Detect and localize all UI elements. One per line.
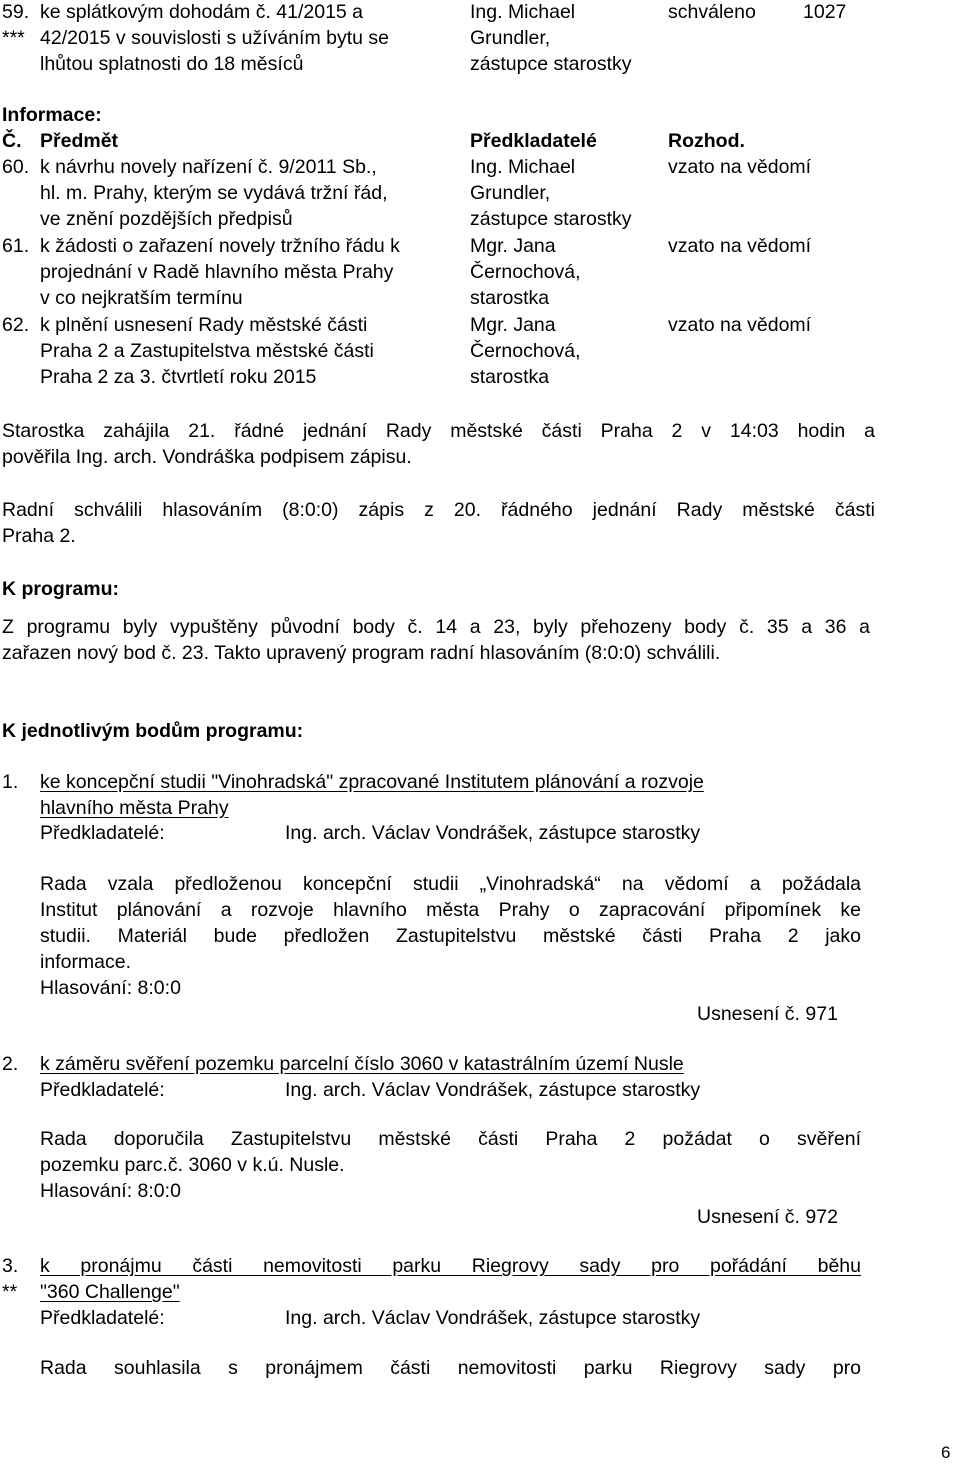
table-row-submitter: Černochová,: [470, 340, 581, 362]
table-row-subject: k plnění usnesení Rady městské části: [40, 314, 368, 336]
item-text-line: Rada vzala předloženou koncepční studii „Vinohradská“ na vědomí a požádala: [40, 873, 861, 895]
vote-result: Hlasování: 8:0:0: [40, 1180, 181, 1202]
table-row-subject: projednání v Radě hlavního města Prahy: [40, 261, 394, 283]
col-header-submitter: Předkladatelé: [470, 130, 597, 152]
table-row-subject: Praha 2 a Zastupitelstva městské části: [40, 340, 374, 362]
item-number: 59.: [2, 1, 30, 23]
item-text-line: Rada doporučila Zastupitelstvu městské části Praha 2 požádat o svěření: [40, 1128, 861, 1150]
agenda-item-number: 3.: [2, 1255, 19, 1277]
table-row-submitter: starostka: [470, 366, 550, 388]
item-text-line: Institut plánování a rozvoje hlavního města Prahy o zapracování připomínek ke: [40, 899, 861, 921]
table-row-subject: hl. m. Prahy, kterým se vydává tržní řád,: [40, 182, 388, 204]
priority-stars: ***: [2, 27, 25, 49]
table-row-submitter: starostka: [470, 287, 550, 309]
table-row-decision: vzato na vědomí: [668, 314, 812, 336]
item-text-line: pozemku parc.č. 3060 v k.ú. Nusle.: [40, 1154, 345, 1176]
table-row-submitter: Grundler,: [470, 182, 551, 204]
resolution-number: Usnesení č. 971: [697, 1003, 838, 1025]
agenda-item-number: 2.: [2, 1053, 19, 1075]
item-submitter-line: Ing. Michael: [470, 1, 576, 23]
info-heading: Informace:: [2, 104, 102, 126]
item-resolution-number: 1027: [803, 1, 847, 23]
table-row-decision: vzato na vědomí: [668, 235, 812, 257]
paragraph-line: Radní schválili hlasováním (8:0:0) zápis z 20. řádného jednání Rady městské části: [2, 499, 875, 521]
table-row-submitter: Černochová,: [470, 261, 581, 283]
paragraph-line: pověřila Ing. arch. Vondráška podpisem zápisu.: [2, 446, 412, 468]
paragraph-line: Z programu byly vypuštěny původní body č. 14 a 23, byly přehozeny body č. 35 a 36 a: [2, 616, 870, 638]
item-submitter-line: zástupce starostky: [470, 53, 632, 75]
item-text-line: informace.: [40, 951, 132, 973]
agenda-item-title: k záměru svěření pozemku parcelní číslo 3060 v katastrálním území Nusle: [40, 1053, 684, 1075]
program-heading: K programu:: [2, 578, 119, 600]
submitter-label: Předkladatelé:: [40, 1079, 165, 1101]
table-row-number: 60.: [2, 156, 30, 178]
agenda-item-title: k pronájmu části nemovitosti parku Riegrovy sady pro pořádání běhu: [40, 1255, 861, 1277]
table-row-subject: k návrhu novely nařízení č. 9/2011 Sb.,: [40, 156, 377, 178]
table-row-number: 62.: [2, 314, 30, 336]
item-text-line: studii. Materiál bude předložen Zastupitelstvu městské části Praha 2 jako: [40, 925, 861, 947]
submitter-name: Ing. arch. Václav Vondrášek, zástupce starostky: [285, 822, 701, 844]
table-row-subject: v co nejkratším termínu: [40, 287, 243, 309]
submitter-label: Předkladatelé:: [40, 1307, 165, 1329]
item-decision: schváleno: [668, 1, 756, 23]
table-row-decision: vzato na vědomí: [668, 156, 812, 178]
col-header-decision: Rozhod.: [668, 130, 745, 152]
item-subject-line: lhůtou splatnosti do 18 měsíců: [40, 53, 304, 75]
col-header-number: Č.: [2, 130, 22, 152]
points-heading: K jednotlivým bodům programu:: [2, 720, 304, 742]
table-row-submitter: zástupce starostky: [470, 208, 632, 230]
table-row-subject: k žádosti o zařazení novely tržního řádu k: [40, 235, 400, 257]
submitter-name: Ing. arch. Václav Vondrášek, zástupce starostky: [285, 1079, 701, 1101]
item-text-line: Rada souhlasila s pronájmem části nemovitosti parku Riegrovy sady pro: [40, 1357, 861, 1379]
submitter-name: Ing. arch. Václav Vondrášek, zástupce starostky: [285, 1307, 701, 1329]
item-subject-line: ke splátkovým dohodám č. 41/2015 a: [40, 1, 364, 23]
table-row-submitter: Ing. Michael: [470, 156, 576, 178]
table-row-submitter: Mgr. Jana: [470, 235, 556, 257]
table-row-subject: ve znění pozdějších předpisů: [40, 208, 293, 230]
vote-result: Hlasování: 8:0:0: [40, 977, 181, 999]
table-row-submitter: Mgr. Jana: [470, 314, 556, 336]
agenda-item-title: ke koncepční studii "Vinohradská" zpracované Institutem plánování a rozvoje: [40, 771, 704, 793]
priority-stars: **: [2, 1281, 18, 1303]
resolution-number: Usnesení č. 972: [697, 1206, 838, 1228]
agenda-item-title: "360 Challenge": [40, 1281, 180, 1303]
col-header-subject: Předmět: [40, 130, 119, 152]
paragraph-line: zařazen nový bod č. 23. Takto upravený program radní hlasováním (8:0:0) schválili.: [2, 642, 721, 664]
agenda-item-title: hlavního města Prahy: [40, 797, 229, 819]
paragraph-line: Starostka zahájila 21. řádné jednání Rady městské části Praha 2 v 14:03 hodin a: [2, 420, 875, 442]
item-submitter-line: Grundler,: [470, 27, 551, 49]
submitter-label: Předkladatelé:: [40, 822, 165, 844]
table-row-subject: Praha 2 za 3. čtvrtletí roku 2015: [40, 366, 317, 388]
table-row-number: 61.: [2, 235, 30, 257]
page-number: 6: [941, 1443, 951, 1462]
agenda-item-number: 1.: [2, 771, 19, 793]
paragraph-line: Praha 2.: [2, 525, 76, 547]
item-subject-line: 42/2015 v souvislosti s užíváním bytu se: [40, 27, 390, 49]
